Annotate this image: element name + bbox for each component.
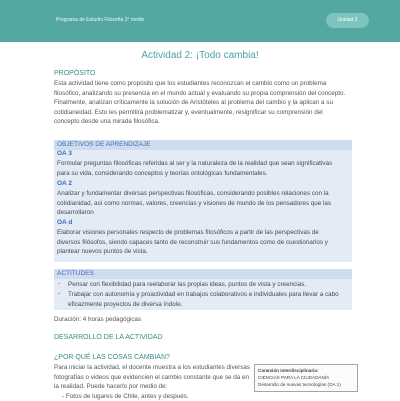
attitude-line: eficazmente proyectos de diversa índole. — [68, 300, 348, 310]
oa-line: Analizar y fundamentar diversas perspectivas filosóficas, considerando posibles relaciones con la — [57, 189, 349, 199]
oa-line: para su vida, considerando conceptos y teorías ontológicas fundamentales. — [57, 169, 349, 179]
why-line: Para iniciar la actividad, el docente muestra a los estudiantes diversas — [54, 363, 250, 373]
purpose-line: Finalmente, analizan críticamente la solución de Aristóteles al problema del cambio y la aplican a su — [54, 98, 354, 108]
why-line: - Fotos de lugares de Chile, antes y después. — [54, 392, 250, 401]
attitudes-heading: ACTITUDES — [57, 270, 94, 277]
purpose-line: concepto desde una mirada filosófica. — [54, 117, 354, 127]
side-box-title: Conexión interdisciplinaria: — [258, 368, 319, 373]
oa-line: Formular preguntas filosóficas referidas al ser y la naturaleza de la realidad que sean significativas — [57, 159, 349, 169]
oa-line: plantear nuevos puntos de vista. — [57, 247, 349, 257]
purpose-heading: PROPÓSITO — [54, 70, 96, 77]
bullet-dash: - — [58, 290, 60, 297]
purpose-text — [54, 79, 354, 127]
development-heading: DESARROLLO DE LA ACTIVIDAD — [54, 334, 163, 341]
oa-line: desarrollaron — [57, 208, 349, 218]
header-bar — [0, 0, 400, 42]
oa-text — [57, 189, 349, 218]
side-box-detail: Desarrollo de nuevas tecnologías (OA 1) — [258, 382, 341, 387]
attitude-item — [68, 290, 348, 309]
attitude-line: Trabajar con autonomía y proactividad en trabajos colaborativos e individuales para llevar a cabo — [68, 290, 348, 300]
attitude-line: Pensar con flexibilidad para reelaborar las propias ideas, puntos de vista y creencias. — [68, 280, 348, 290]
program-title: Programa de Estudio Filosofía 3° medio — [56, 17, 144, 23]
interdisciplinary-box — [254, 364, 358, 392]
why-heading: ¿POR QUÉ LAS COSAS CAMBIAN? — [54, 354, 170, 361]
oa-code: OA 2 — [57, 180, 72, 187]
page-title: Actividad 2: ¡Todo cambia! — [0, 50, 400, 61]
purpose-line: cotidianeidad. Esto les permitirá problematizar y, eventualmente, resignificar su comprensión del — [54, 108, 354, 118]
oa-text — [57, 228, 349, 257]
oa-line: Elaborar visiones personales respecto de problemas filosóficos a partir de las perspectivas de — [57, 228, 349, 238]
oa-text — [57, 159, 349, 178]
purpose-line: Esta actividad tiene como propósito que los estudiantes reconozcan el cambio como un problema — [54, 79, 354, 89]
oa-code: OA 3 — [57, 150, 72, 157]
attitude-item — [68, 280, 348, 290]
attitudes-box — [54, 269, 352, 310]
duration: Duración: 4 horas pedagógicas — [54, 315, 354, 325]
oa-code: OA d — [57, 219, 72, 226]
unit-badge: Unidad 2 — [326, 13, 369, 28]
why-line: la realidad. Puede hacerlo por medio de: — [54, 382, 250, 392]
purpose-line: filosófico, analizando su presencia en el mundo actual y evaluando su propia comprensión del concepto. — [54, 89, 354, 99]
bullet-dash: - — [58, 280, 60, 287]
oa-line: cotidianidad, así como normas, valores, creencias y visiones de mundo de los pensadores que las — [57, 199, 349, 209]
why-line: fotografías o videos que evidencien el cambio constante que se da en — [54, 373, 250, 383]
objectives-heading: OBJETIVOS DE APRENDIZAJE — [57, 141, 151, 148]
oa-line: diversos filósofos, siendo capaces tanto de reconstruir sus fundamentos como de cuestionarlos y — [57, 238, 349, 248]
side-box-subject: CIENCIAS PARA LA CIUDADANÍA — [258, 375, 329, 380]
attitudes-header — [54, 269, 352, 279]
objectives-box — [54, 140, 352, 262]
objectives-header — [54, 140, 352, 150]
why-text — [54, 363, 250, 401]
